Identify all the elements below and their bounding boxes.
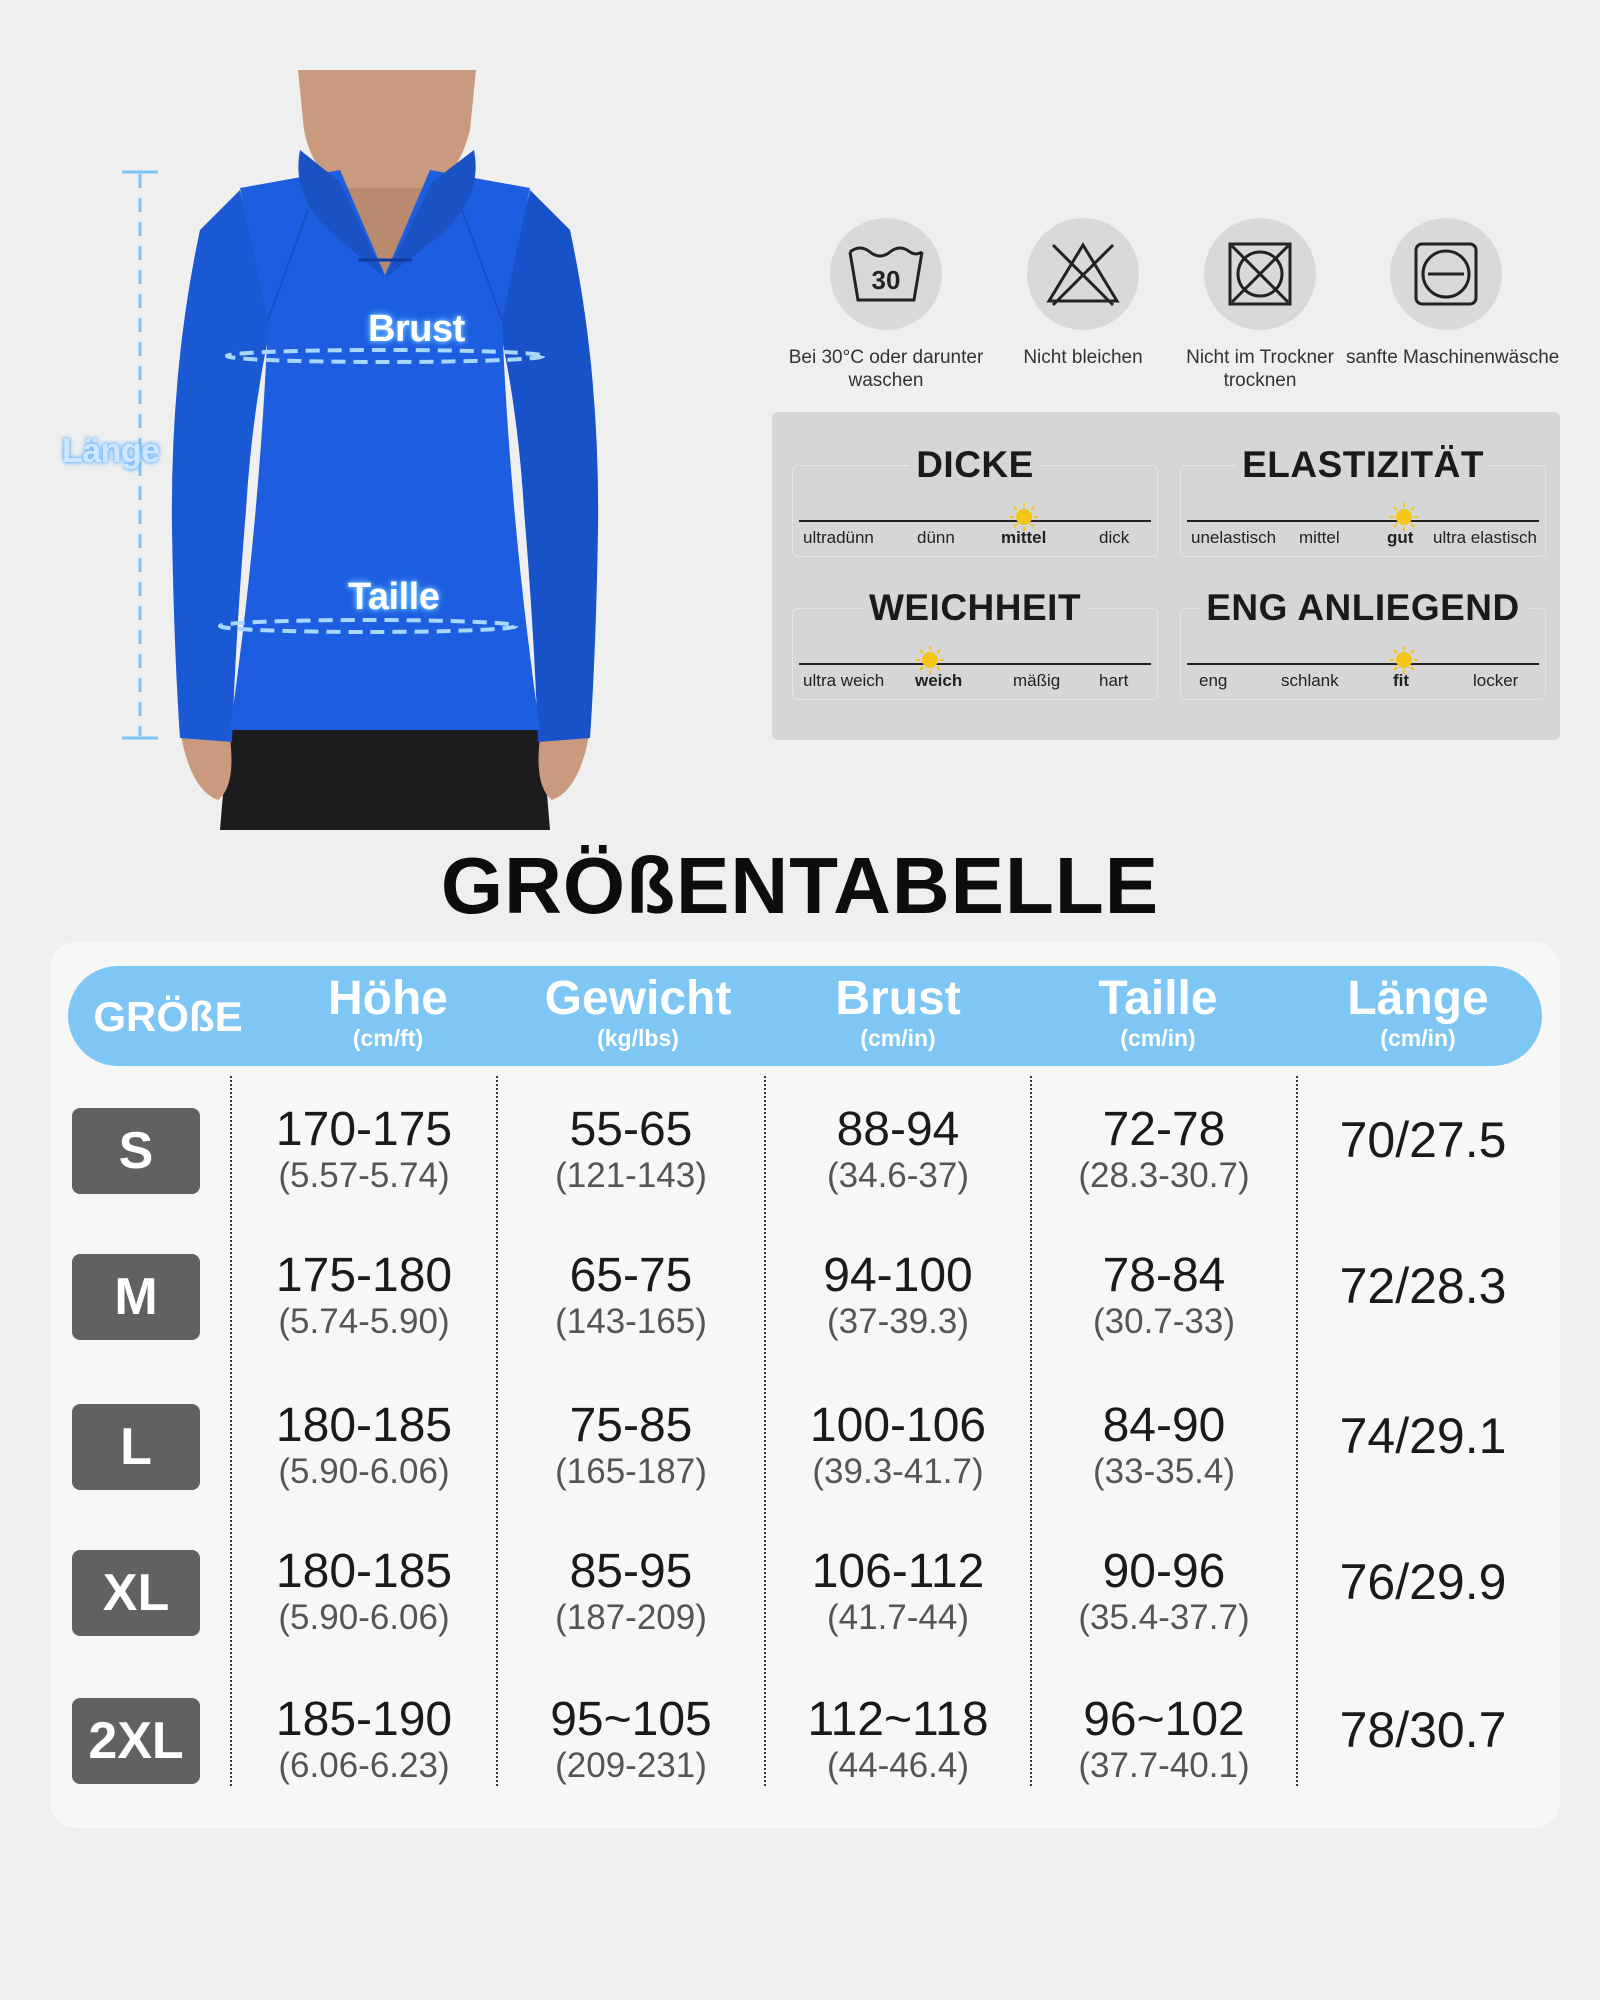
cell-weight-imperial: (121-143) (555, 1156, 707, 1195)
header-chest: Brust (cm/in) (835, 972, 961, 1051)
cell-length-value: 74/29.1 (1339, 1408, 1507, 1464)
property-option: hart (1099, 671, 1129, 690)
size-table-header (68, 966, 1542, 1066)
cell-weight-metric: 75-85 (569, 1399, 693, 1452)
cell-chest (766, 1694, 1030, 1786)
cell-height-imperial: (5.90-6.06) (278, 1598, 450, 1637)
cell-weight-metric: 85-95 (569, 1545, 693, 1598)
cell-waist (1032, 1250, 1296, 1342)
cell-chest (766, 1104, 1030, 1196)
care-item-no-bleach (983, 218, 1183, 369)
cell-height-imperial: (5.57-5.74) (278, 1156, 450, 1195)
cell-waist-metric: 96~102 (1083, 1693, 1245, 1746)
cell-weight-imperial: (143-165) (555, 1302, 707, 1341)
wash-30-icon (830, 218, 942, 330)
header-size: GRÖßE (93, 993, 243, 1040)
property-scale-bar (799, 663, 1151, 665)
cell-height-metric: 180-185 (275, 1545, 453, 1598)
property-option: mittel (1299, 528, 1340, 547)
cell-waist-imperial: (30.7-33) (1092, 1302, 1236, 1341)
header-length: Länge (cm/in) (1347, 972, 1489, 1051)
length-label: Länge (62, 432, 160, 470)
property-title: WEICHHEIT (863, 587, 1087, 628)
cell-waist (1032, 1104, 1296, 1196)
cell-height (232, 1694, 496, 1786)
header-height: Höhe (cm/ft) (328, 972, 448, 1051)
cell-height (232, 1250, 496, 1342)
cell-height-metric: 175-180 (275, 1249, 453, 1302)
cell-chest-metric: 100-106 (809, 1399, 987, 1452)
cell-waist-metric: 78-84 (1102, 1249, 1226, 1302)
cell-waist (1032, 1546, 1296, 1638)
property-option: mäßig (1013, 671, 1061, 690)
cell-chest-metric: 106-112 (811, 1545, 985, 1598)
cell-weight (498, 1250, 764, 1342)
product-illustration (40, 70, 660, 830)
property-thickness (792, 444, 1158, 557)
cell-height-imperial: (6.06-6.23) (278, 1746, 450, 1785)
property-option: dick (1099, 528, 1130, 547)
waist-label: Taille (348, 576, 440, 618)
cell-height-metric: 180-185 (275, 1399, 453, 1452)
cell-height (232, 1400, 496, 1492)
cell-weight (498, 1400, 764, 1492)
cell-waist-imperial: (33-35.4) (1092, 1452, 1236, 1491)
cell-length (1298, 1260, 1548, 1312)
cell-waist (1032, 1694, 1296, 1786)
size-badge: 2XL (72, 1698, 200, 1784)
property-fit (1180, 587, 1546, 700)
property-option-selected: gut (1387, 528, 1414, 547)
cell-weight-imperial: (187-209) (555, 1598, 707, 1637)
property-option: ultra weich (803, 671, 885, 690)
cell-height-imperial: (5.90-6.06) (278, 1452, 450, 1491)
care-text-gentle: sanfte Maschinenwäsche (1346, 347, 1560, 368)
cell-weight (498, 1694, 764, 1786)
cell-chest-imperial: (41.7-44) (826, 1598, 970, 1637)
cell-chest-imperial: (44-46.4) (826, 1746, 970, 1785)
cell-weight (498, 1546, 764, 1638)
property-scale-bar (1187, 520, 1539, 522)
cell-chest-metric: 88-94 (836, 1103, 960, 1156)
property-softness (792, 587, 1158, 700)
property-option: ultra elastisch (1433, 528, 1537, 547)
property-scale-bar (799, 520, 1151, 522)
chest-label: Brust (368, 308, 465, 350)
cell-chest-imperial: (37-39.3) (826, 1302, 970, 1341)
cell-waist-metric: 84-90 (1102, 1399, 1226, 1452)
no-tumble-dry-icon (1204, 218, 1316, 330)
header-waist: Taille (cm/in) (1098, 972, 1218, 1051)
cell-length-value: 70/27.5 (1339, 1112, 1507, 1168)
care-text-dryer: Nicht im Trockner trocknen (1186, 347, 1334, 391)
property-option: unelastisch (1191, 528, 1277, 547)
cell-length-value: 72/28.3 (1339, 1258, 1507, 1314)
property-title: ELASTIZITÄT (1236, 444, 1490, 485)
property-option: ultradünn (803, 528, 874, 547)
cell-height-metric: 185-190 (275, 1693, 453, 1746)
cell-chest (766, 1400, 1030, 1492)
property-scale-bar (1187, 663, 1539, 665)
cell-waist-imperial: (37.7-40.1) (1078, 1746, 1250, 1785)
property-option-selected: mittel (1001, 528, 1047, 547)
property-option: schlank (1281, 671, 1339, 690)
cell-length (1298, 1410, 1548, 1462)
cell-weight-metric: 95~105 (550, 1693, 712, 1746)
property-option: eng (1199, 671, 1228, 690)
cell-weight (498, 1104, 764, 1196)
size-badge: L (72, 1404, 200, 1490)
cell-waist (1032, 1400, 1296, 1492)
care-text-bleach: Nicht bleichen (1023, 347, 1143, 368)
fabric-properties-panel (772, 412, 1560, 740)
cell-weight-imperial: (209-231) (555, 1746, 707, 1785)
no-bleach-icon (1027, 218, 1139, 330)
cell-waist-metric: 72-78 (1102, 1103, 1226, 1156)
cell-length-value: 78/30.7 (1339, 1702, 1507, 1758)
cell-height (232, 1104, 496, 1196)
cell-chest-metric: 112~118 (807, 1693, 989, 1746)
property-option-selected: weich (915, 671, 963, 690)
property-option: dünn (917, 528, 955, 547)
property-option: locker (1473, 671, 1519, 690)
care-text-wash: Bei 30°C oder darunter waschen (788, 347, 984, 391)
cell-waist-metric: 90-96 (1102, 1545, 1226, 1598)
header-weight: Gewicht (kg/lbs) (544, 972, 732, 1051)
cell-length (1298, 1704, 1548, 1756)
size-badge: XL (72, 1550, 200, 1636)
property-option-selected: fit (1393, 671, 1410, 690)
care-item-gentle-wash (1346, 218, 1560, 369)
cell-waist-imperial: (28.3-30.7) (1078, 1156, 1250, 1195)
cell-height-metric: 170-175 (275, 1103, 453, 1156)
cell-chest-imperial: (34.6-37) (826, 1156, 970, 1195)
cell-weight-imperial: (165-187) (555, 1452, 707, 1491)
size-badge: M (72, 1254, 200, 1340)
cell-height-imperial: (5.74-5.90) (278, 1302, 450, 1341)
property-elasticity (1180, 444, 1546, 557)
size-chart-title: GRÖßENTABELLE (440, 841, 1160, 930)
cell-length-value: 76/29.9 (1339, 1554, 1507, 1610)
care-item-no-tumble-dry (1160, 218, 1360, 392)
care-item-wash-30 (786, 218, 986, 392)
wash-temp-text: 30 (871, 265, 901, 295)
cell-weight-metric: 65-75 (569, 1249, 693, 1302)
cell-chest (766, 1546, 1030, 1638)
cell-length (1298, 1114, 1548, 1166)
property-title: DICKE (910, 444, 1040, 485)
size-badge: S (72, 1108, 200, 1194)
property-title: ENG ANLIEGEND (1200, 587, 1525, 628)
cell-chest (766, 1250, 1030, 1342)
gentle-wash-icon (1390, 218, 1502, 330)
cell-height (232, 1546, 496, 1638)
cell-chest-imperial: (39.3-41.7) (812, 1452, 984, 1491)
cell-waist-imperial: (35.4-37.7) (1078, 1598, 1250, 1637)
cell-chest-metric: 94-100 (823, 1249, 973, 1302)
cell-weight-metric: 55-65 (569, 1103, 693, 1156)
cell-length (1298, 1556, 1548, 1608)
